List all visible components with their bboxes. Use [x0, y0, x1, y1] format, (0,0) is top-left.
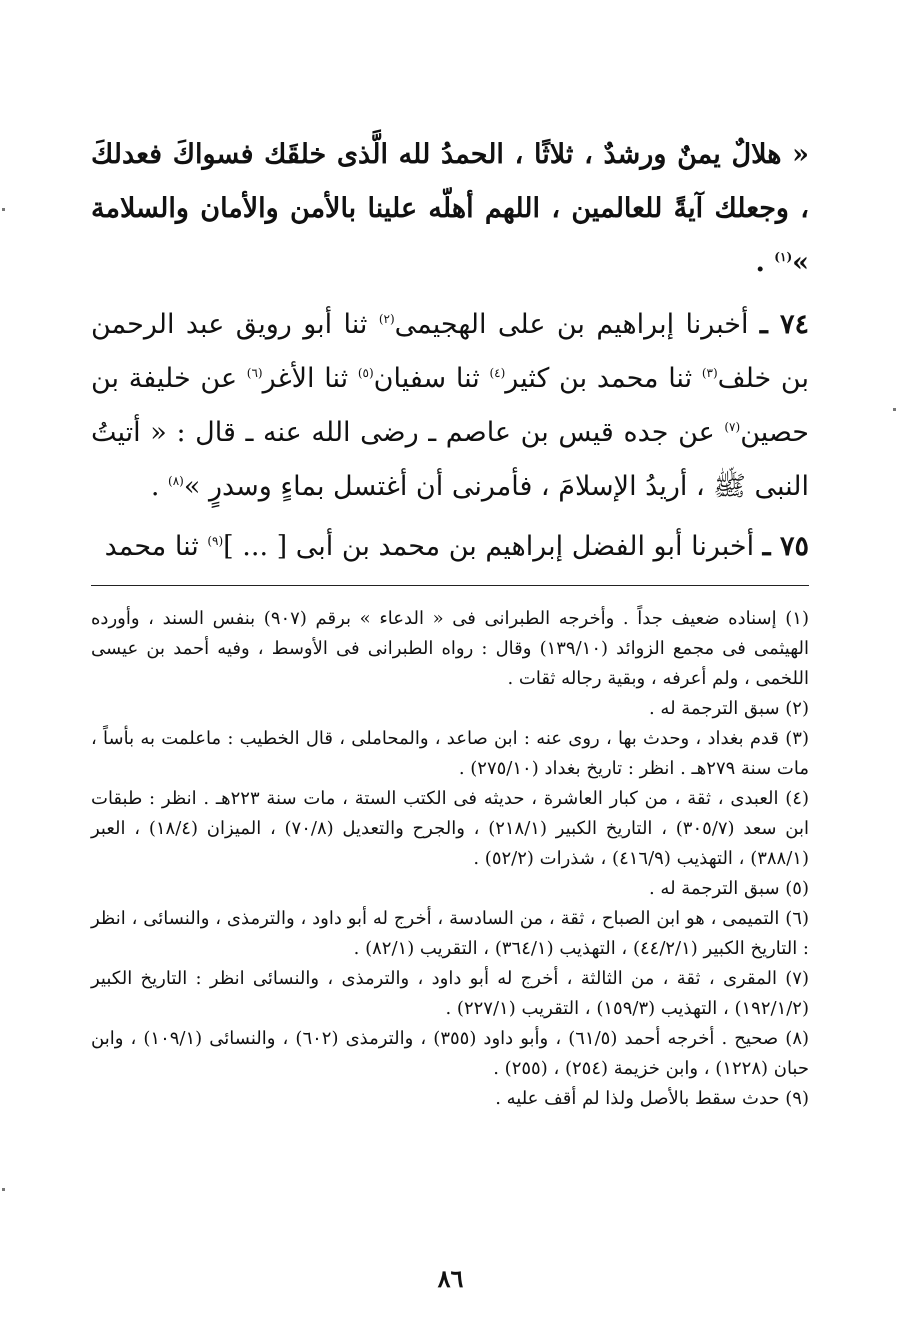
quote-text: « هلالٌ يمنٌ ورشدٌ ، ثلاثًا ، الحمدُ لله الَّذى خلقَك فسواكَ فعدلكَ ، وجعلك آيةً للعالمين ، اللهم أهلّه علينا بالأمن والأمان والسلامة »	[91, 139, 809, 278]
main-text	[91, 128, 809, 580]
hadith-number: ٧٥ ـ	[762, 531, 809, 562]
footnote-separator	[91, 585, 809, 586]
punctuation: .	[150, 471, 169, 502]
quote-paragraph	[91, 128, 809, 290]
footnote-ref: (٣)	[701, 366, 718, 380]
hadith-text: أخبرنا أبو الفضل إبراهيم بن محمد بن أبى [ ... ]	[223, 531, 763, 562]
hadith-text: عن جده قيس بن عاصم ـ رضى الله عنه ـ قال : « أتيتُ النبى ﷺ ، أريدُ الإسلامَ ، فأمرنى أن أغتسل بماءٍ وسدرٍ »	[91, 417, 809, 502]
footnote: (٦) التميمى ، هو ابن الصباح ، ثقة ، من السادسة ، أخرج له أبو داود ، والترمذى ، والنسائى ، انظر : التاريخ الكبير (٤٤/٢/١) ، التهذيب (٣٦٤/١) ، التقريب (٨٢/١) .	[91, 908, 809, 959]
footnote: (٧) المقرى ، ثقة ، من الثالثة ، أخرج له أبو داود ، والترمذى ، والنسائى انظر : التاريخ الكبير (١٩٢/١/٢) ، التهذيب (١٥٩/٣) ، التقريب (٢٢٧/١) .	[91, 968, 809, 1019]
footnote: (٣) قدم بغداد ، وحدث بها ، روى عنه : ابن صاعد ، والمحاملى ، قال الخطيب : ماعلمت به بأساً ، مات سنة ٢٧٩هـ . انظر : تاريخ بغداد (٢٧٥/١٠) .	[91, 728, 809, 779]
footnote: (١) إسناده ضعيف جداً . وأخرجه الطبرانى فى « الدعاء » برقم (٩٠٧) بنفس السند ، وأورده الهيثمى فى مجمع الزوائد (١٣٩/١٠) وقال : رواه الطبرانى فى الأوسط ، وفيه أحمد بن عيسى اللخمى ، ولم أعرفه ، وبقية رجاله ثقات .	[91, 608, 809, 689]
hadith-text: ثنا سفيان	[373, 363, 490, 394]
footnote-ref: (٦)	[246, 366, 263, 380]
scan-speck	[893, 408, 896, 411]
hadith-text: ثنا محمد بن كثير	[505, 363, 702, 394]
scan-speck	[2, 1188, 5, 1191]
footnote-ref: (٥)	[357, 366, 374, 380]
punctuation: .	[755, 247, 775, 278]
footnotes	[91, 604, 809, 1114]
hadith-text: ثنا أبو رويق عبد الرحمن بن خلف	[91, 309, 809, 394]
footnote-ref: (٩)	[207, 534, 224, 548]
footnote-ref: (٢)	[378, 312, 395, 326]
page-number: ٨٦	[437, 1264, 464, 1293]
footnote: (٨) صحيح . أخرجه أحمد (٦١/٥) ، وأبو داود (٣٥٥) ، والترمذى (٦٠٢) ، والنسائى (١٠٩/١) ، وابن حبان (١٢٢٨) ، وابن خزيمة (٢٥٤) ، (٢٥٥) .	[91, 1028, 810, 1079]
hadith-text: أخبرنا إبراهيم بن على الهجيمى	[394, 309, 760, 340]
footnote-ref: (٤)	[489, 366, 506, 380]
footnote: (٥) سبق الترجمة له .	[648, 878, 809, 899]
footnote: (٢) سبق الترجمة له .	[648, 698, 809, 719]
hadith-75	[91, 520, 809, 574]
footnote-ref: (٧)	[724, 420, 741, 434]
footnote-ref: (١)	[774, 250, 793, 264]
hadith-text: عن خليفة بن حصين	[91, 363, 809, 448]
scan-speck	[2, 208, 5, 211]
footnote-ref: (٨)	[168, 474, 184, 488]
hadith-text: ثنا الأغر	[262, 363, 358, 394]
hadith-text: ثنا محمد	[104, 531, 208, 562]
hadith-74	[91, 298, 809, 514]
hadith-number: ٧٤ ـ	[759, 309, 809, 340]
footnote: (٩) حدث سقط بالأصل ولذا لم أقف عليه .	[495, 1088, 809, 1109]
footnote: (٤) العبدى ، ثقة ، من كبار العاشرة ، حديثه فى الكتب الستة ، مات سنة ٢٢٣هـ . انظر : طبقات ابن سعد (٣٠٥/٧) ، التاريخ الكبير (٢١٨/١) ، والجرح والتعديل (٧٠/٨) ، الميزان (١٨/٤) ، العبر (٣٨٨/١) ، التهذيب (٤١٦/٩) ، شذرات (٥٢/٢) .	[91, 788, 809, 869]
